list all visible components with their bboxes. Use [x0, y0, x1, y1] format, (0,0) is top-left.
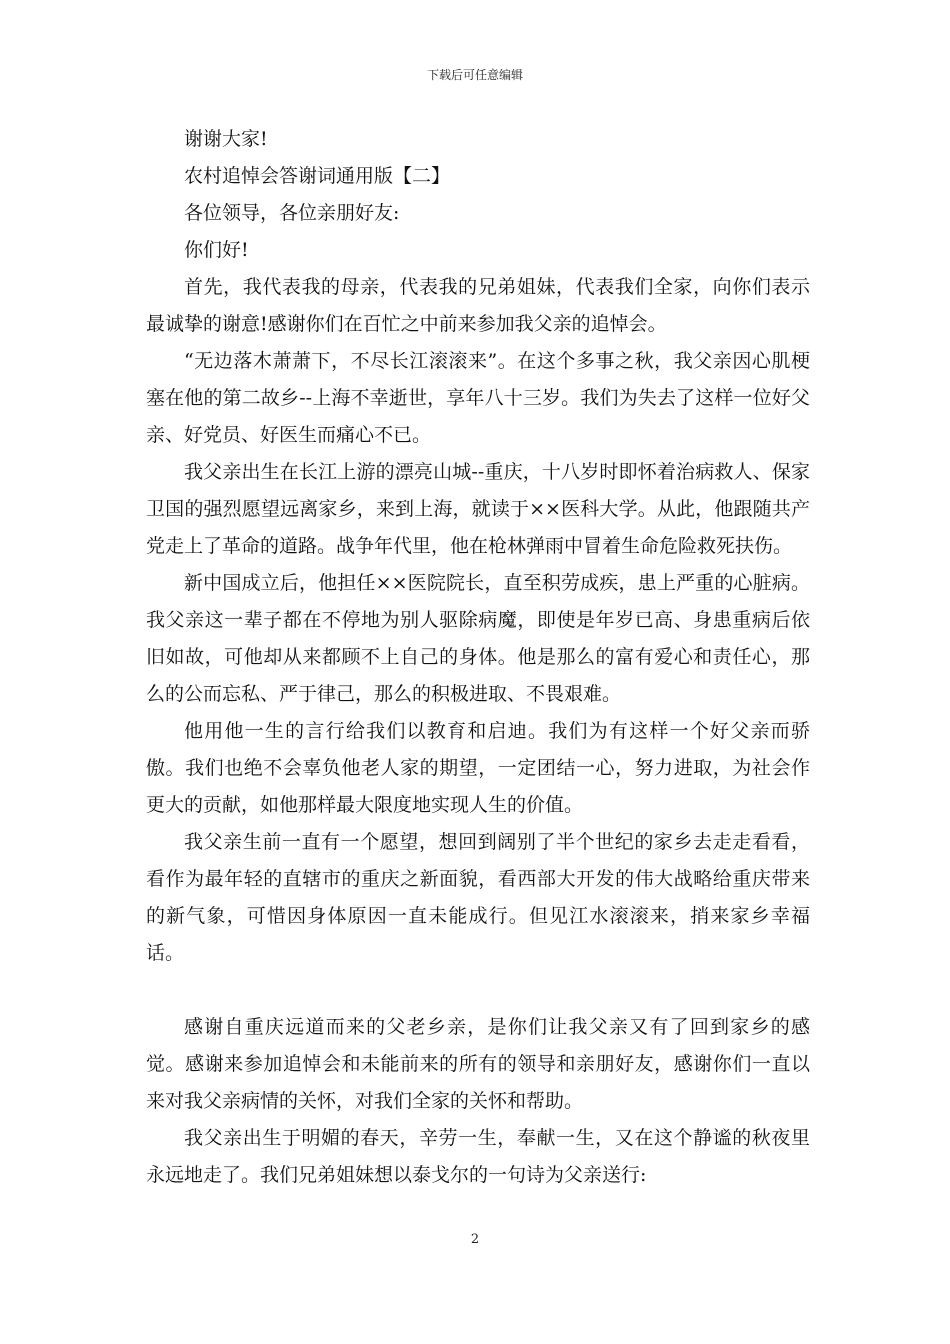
greeting: 你们好!	[184, 239, 249, 261]
salutation: 各位领导，各位亲朋好友:	[184, 202, 400, 224]
paragraph: 感谢自重庆远道而来的父老乡亲，是你们让我父亲又有了回到家乡的感觉。感谢来参加追悼会和未能前来的所有的领导和亲朋好友，感谢你们一直以来对我父亲病情的关怀，对我们全家的关怀和帮助。	[146, 1016, 810, 1112]
paragraph: “无边落木萧萧下，不尽长江滚滚来”。在这个多事之秋，我父亲因心肌梗塞在他的第二故乡--上海不幸逝世，享年八十三岁。我们为失去了这样一位好父亲、好党员、好医生而痛心不已。	[146, 350, 810, 446]
paragraph: 新中国成立后，他担任××医院院长，直至积劳成疾，患上严重的心脏病。我父亲这一辈子都在不停地为别人驱除病魔，即使是年岁已高、身患重病后依旧如故，可他却从来都顾不上自己的身体。他是那么的富有爱心和责任心，那么的公而忘私、严于律己，那么的积极进取、不畏艰难。	[146, 572, 810, 705]
paragraph-thanks: 谢谢大家!	[184, 128, 268, 150]
paragraph: 他用他一生的言行给我们以教育和启迪。我们为有这样一个好父亲而骄傲。我们也绝不会辜负他老人家的期望，一定团结一心，努力进取，为社会作更大的贡献，如他那样最大限度地实现人生的价值。	[146, 720, 810, 816]
section-title: 农村追悼会答谢词通用版【二】	[184, 165, 451, 187]
page-header: 下载后可任意编辑	[426, 68, 523, 82]
document-body	[146, 121, 810, 1194]
paragraph: 我父亲出生在长江上游的漂亮山城--重庆，十八岁时即怀着治病救人、保家卫国的强烈愿望远离家乡，来到上海，就读于××医科大学。从此，他跟随共产党走上了革命的道路。战争年代里，他在枪林弹雨中冒着生命危险救死扶伤。	[146, 461, 810, 557]
page-number: 2	[470, 1232, 480, 1247]
paragraph: 我父亲出生于明媚的春天，辛劳一生，奉献一生，又在这个静谧的秋夜里永远地走了。我们兄弟姐妹想以泰戈尔的一句诗为父亲送行:	[146, 1127, 810, 1186]
paragraph: 我父亲生前一直有一个愿望，想回到阔别了半个世纪的家乡去走走看看，看作为最年轻的直辖市的重庆之新面貌，看西部大开发的伟大战略给重庆带来的新气象，可惜因身体原因一直未能成行。但见江水滚滚来，捎来家乡幸福话。	[146, 831, 810, 964]
paragraph: 首先，我代表我的母亲，代表我的兄弟姐妹，代表我们全家，向你们表示最诚挚的谢意!感谢你们在百忙之中前来参加我父亲的追悼会。	[146, 276, 810, 335]
